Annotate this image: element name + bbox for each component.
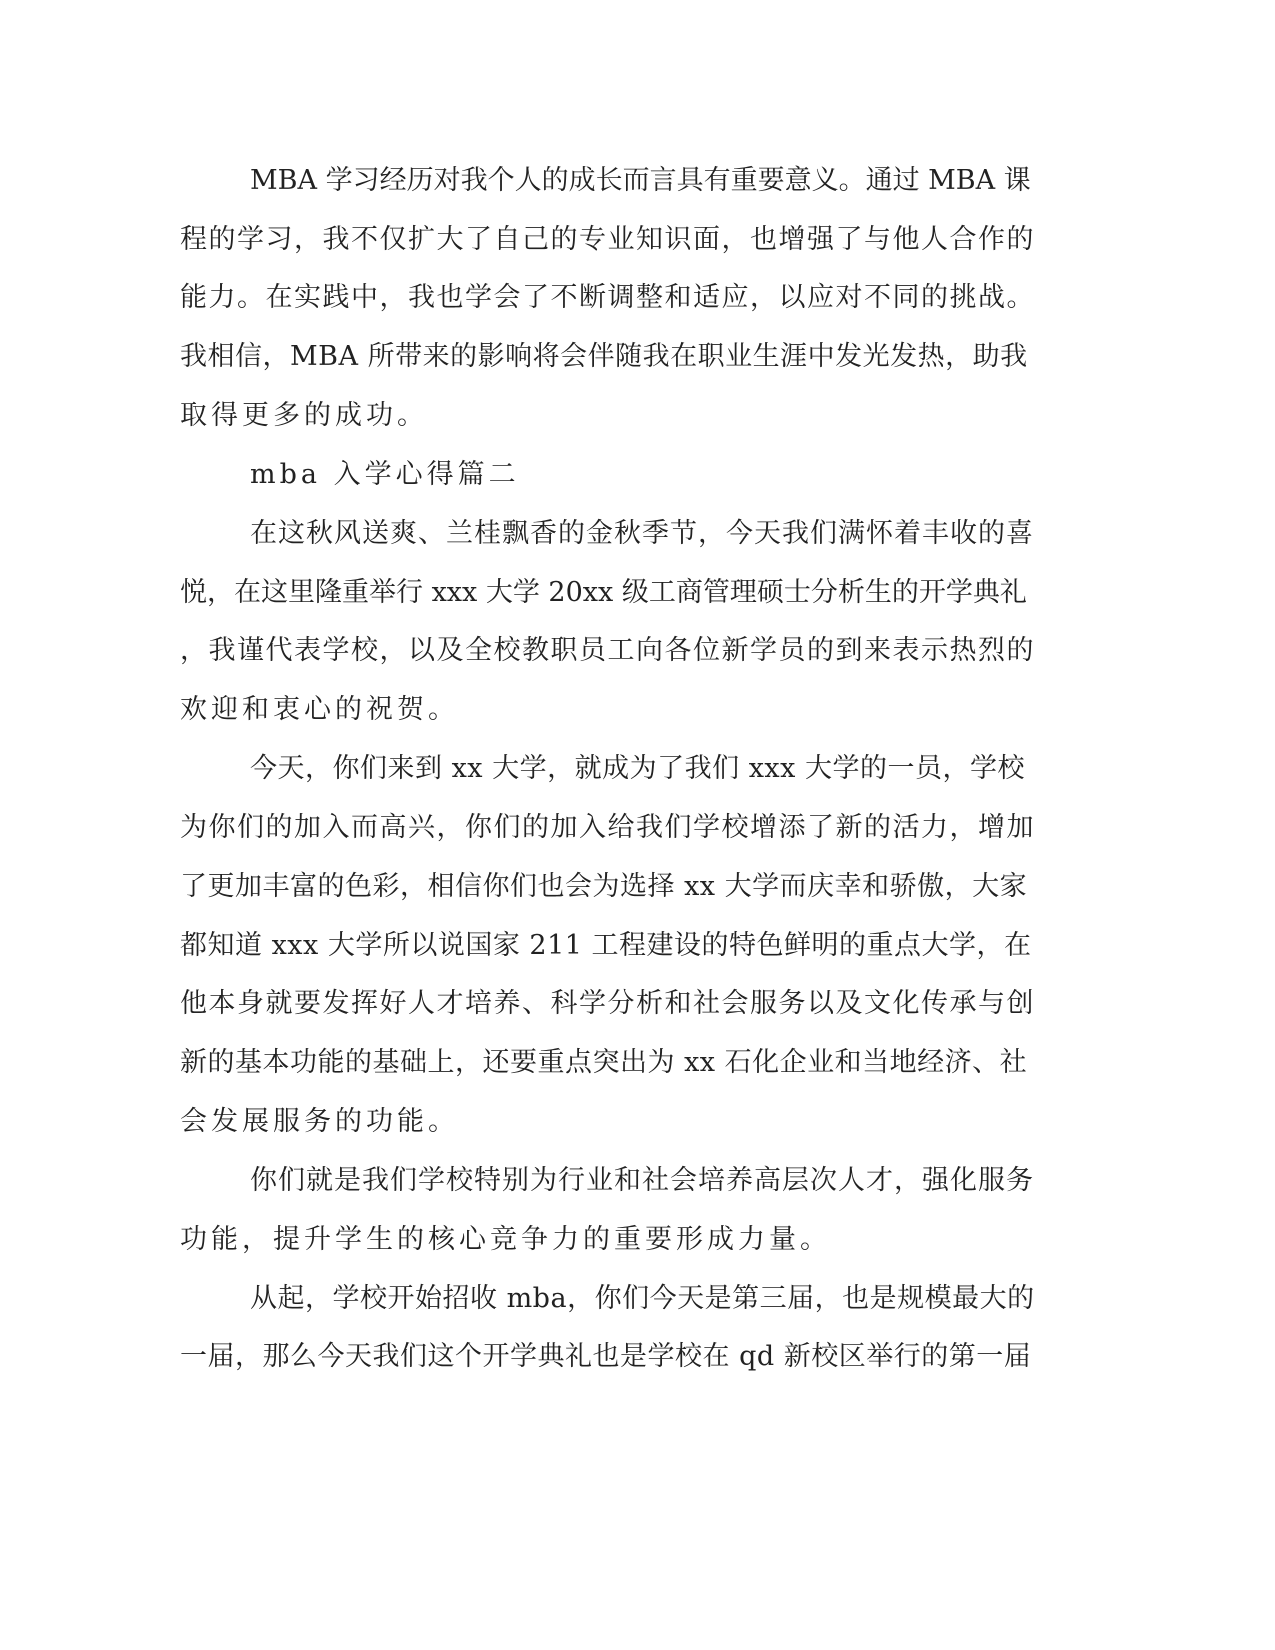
paragraph-line: ，我谨代表学校，以及全校教职员工向各位新学员的到来表示热烈的 [180, 635, 1035, 666]
paragraph-line: 悦，在这里隆重举行 xxx 大学 20xx 级工商管理硕士分析生的开学典礼 [180, 577, 1027, 608]
paragraph-line: 你们就是我们学校特别为行业和社会培养高层次人才，强化服务 [250, 1165, 1034, 1196]
paragraph-line: 在这秋风送爽、兰桂飘香的金秋季节，今天我们满怀着丰收的喜 [250, 518, 1034, 549]
paragraph-line: 从起，学校开始招收 mba，你们今天是第三届，也是规模最大的 [250, 1283, 1035, 1314]
paragraph-line: 取得更多的成功。 [180, 400, 428, 431]
paragraph-line: 欢迎和衷心的祝贺。 [180, 694, 459, 725]
paragraph-line: 一届，那么今天我们这个开学典礼也是学校在 qd 新校区举行的第一届 [180, 1341, 1032, 1372]
paragraph-line: 能力。在实践中，我也学会了不断调整和适应，以应对不同的挑战。 [180, 282, 1035, 313]
paragraph-line: 程的学习，我不仅扩大了自己的专业知识面，也增强了与他人合作的 [180, 224, 1035, 255]
paragraph-line: 都知道 xxx 大学所以说国家 211 工程建设的特色鲜明的重点大学，在 [180, 930, 1032, 961]
paragraph-line: 我相信，MBA 所带来的影响将会伴随我在职业生涯中发光发热，助我 [180, 341, 1028, 372]
paragraph-line: 今天，你们来到 xx 大学，就成为了我们 xxx 大学的一员，学校 [250, 753, 1025, 784]
paragraph-line: 他本身就要发挥好人才培养、科学分析和社会服务以及文化传承与创 [180, 988, 1035, 1019]
paragraph-line: 为你们的加入而高兴，你们的加入给我们学校增添了新的活力，增加 [180, 812, 1035, 843]
section-heading: mba 入学心得篇二 [250, 459, 520, 490]
paragraph-line: MBA 学习经历对我个人的成长而言具有重要意义。通过 MBA 课 [250, 165, 1031, 196]
paragraph-line: 会发展服务的功能。 [180, 1106, 459, 1137]
paragraph-line: 新的基本功能的基础上，还要重点突出为 xx 石化企业和当地经济、社 [180, 1047, 1028, 1078]
paragraph-line: 功能，提升学生的核心竞争力的重要形成力量。 [180, 1224, 831, 1255]
paragraph-line: 了更加丰富的色彩，相信你们也会为选择 xx 大学而庆幸和骄傲，大家 [180, 871, 1028, 902]
